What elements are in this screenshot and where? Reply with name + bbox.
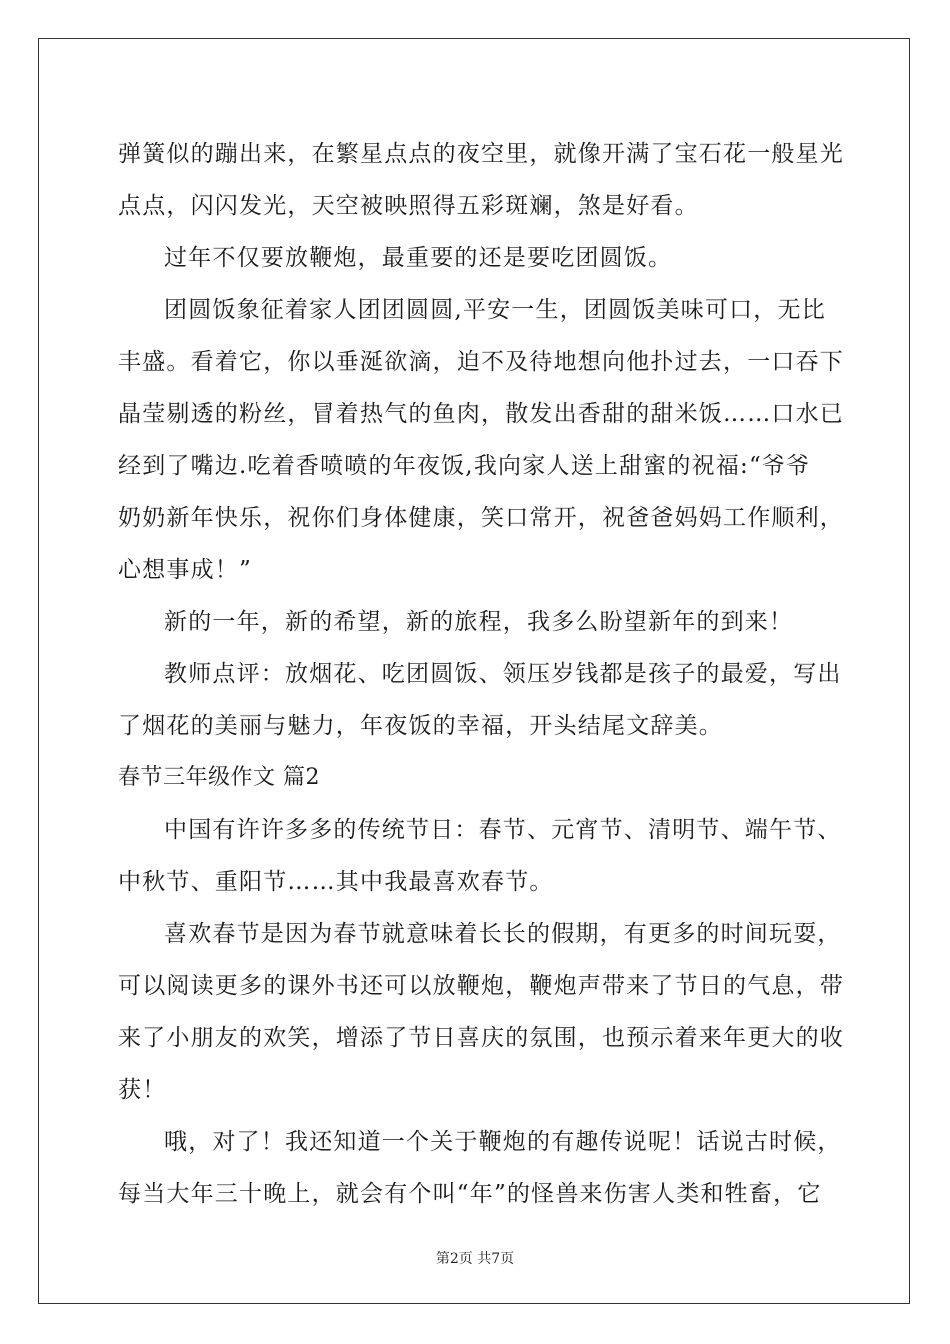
- paragraph-start: 团圆饭象征着家人团团圆圆,平安一生，团圆饭美味可口，无比: [164, 297, 826, 323]
- text-line: 点点，闪闪发光，天空被映照得五彩斑斓，煞是好看。: [118, 193, 699, 219]
- paragraph-start: 新的一年，新的希望，新的旅程，我多么盼望新年的到来！: [164, 609, 794, 635]
- text-line: 可以阅读更多的课外书还可以放鞭炮，鞭炮声带来了节日的气息，带: [118, 973, 844, 999]
- text-line: 了烟花的美丽与魅力，年夜饭的幸福，开头结尾文辞美。: [118, 713, 723, 739]
- paragraph-start: 哦，对了！我还知道一个关于鞭炮的有趣传说呢！话说古时候，: [164, 1129, 842, 1155]
- text-line: 奶奶新年快乐，祝你们身体健康，笑口常开，祝爸爸妈妈工作顺利，: [118, 505, 844, 531]
- text-line: 经到了嘴边.吃着香喷喷的年夜饭,我向家人送上甜蜜的祝福:“爷爷: [118, 453, 811, 479]
- text-line: 丰盛。看着它，你以垂涎欲滴，迫不及待地想向他扑过去，一口吞下: [118, 349, 844, 375]
- text-line: 获！: [118, 1077, 167, 1103]
- text-line: 弹簧似的蹦出来，在繁星点点的夜空里，就像开满了宝石花一般星光: [118, 141, 844, 167]
- text-line: 每当大年三十晚上，就会有个叫“年”的怪兽来伤害人类和牲畜，它: [118, 1181, 822, 1207]
- paragraph-start: 过年不仅要放鞭炮，最重要的还是要吃团圆饭。: [164, 245, 673, 271]
- section-heading: 春节三年级作文 篇2: [118, 765, 320, 790]
- paragraph-start: 中国有许许多多的传统节日：春节、元宵节、清明节、端午节、: [164, 817, 842, 843]
- text-line: 中秋节、重阳节……其中我最喜欢春节。: [118, 869, 554, 895]
- page-number: 第2页 共7页: [435, 1251, 515, 1267]
- paragraph-start: 喜欢春节是因为春节就意味着长长的假期，有更多的时间玩耍，: [164, 921, 842, 947]
- text-line: 心想事成！”: [118, 557, 252, 583]
- document-body: [118, 128, 844, 1220]
- text-line: 晶莹剔透的粉丝，冒着热气的鱼肉，散发出香甜的甜米饭……口水已: [118, 401, 844, 427]
- text-line: 来了小朋友的欢笑，增添了节日喜庆的氛围，也预示着来年更大的收: [118, 1025, 844, 1051]
- paragraph-start: 教师点评：放烟花、吃团圆饭、领压岁钱都是孩子的最爱，写出: [164, 661, 842, 687]
